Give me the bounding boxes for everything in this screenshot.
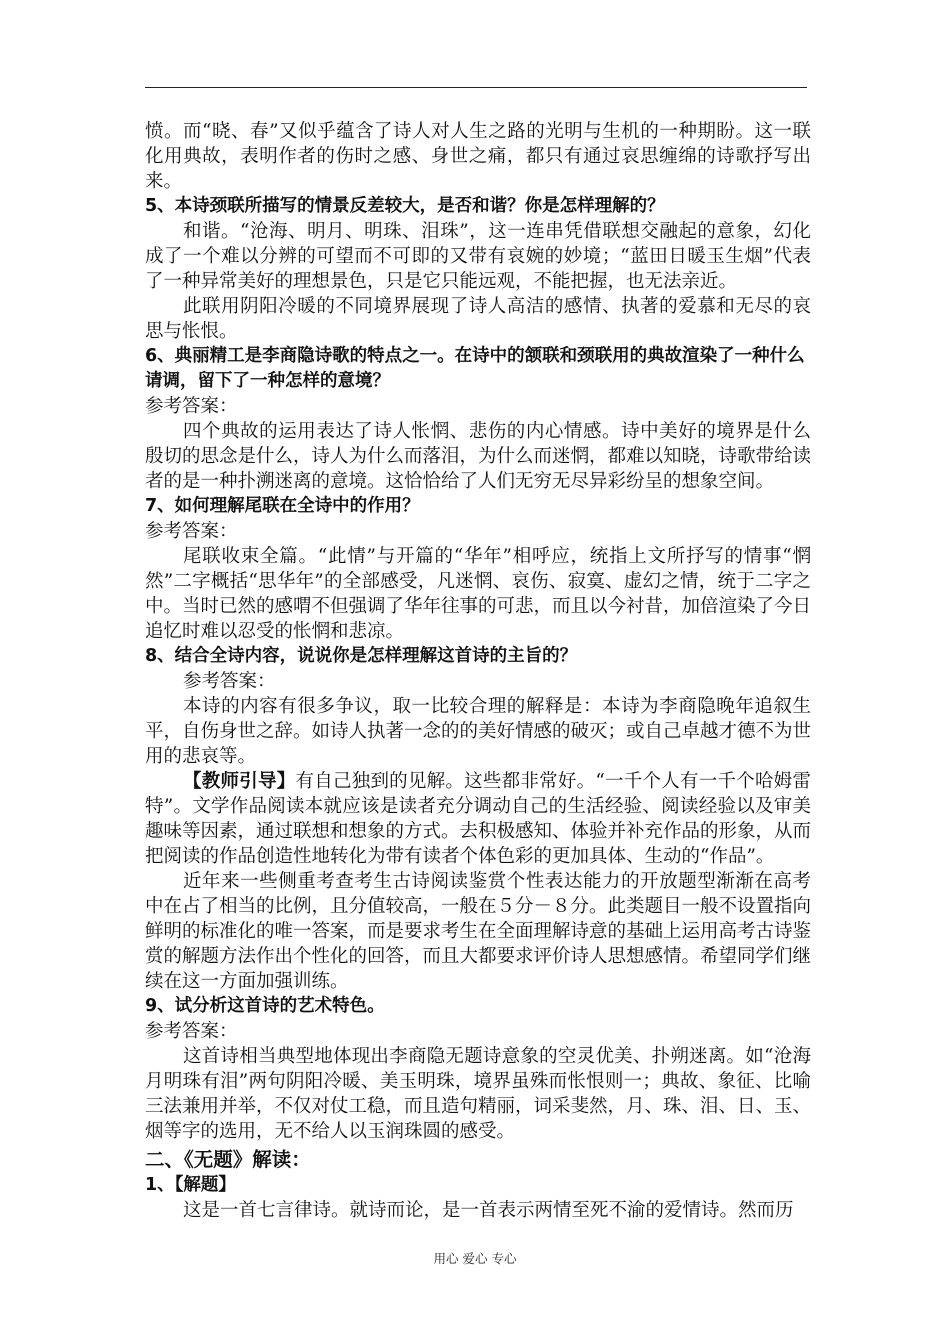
- page-footer: 用心 爱心 专心: [433, 1251, 517, 1266]
- section-heading: 二、《无题》解读：: [145, 1148, 311, 1171]
- document-body: [145, 119, 811, 1223]
- teacher-guidance-label: 【教师引导】: [183, 771, 296, 792]
- question-heading: 7、如何理解尾联在全诗中的作用？: [145, 496, 420, 516]
- paragraph: 近年来一些侧重考查考生古诗阅读鉴赏个性表达能力的开放题型渐渐在高考中在占了相当的比例，且分值较高，一般在５分－８分。此类题目一般不设置指向鲜明的标准化的唯一答案，而是要求考生在全面理解诗意的基础上运用高考古诗鉴赏的解题方法作出个性化的回答，而且大都要求评价诗人思想感情。希望同学们继续在这一方面加强训练。: [145, 871, 812, 992]
- question-heading: 5、本诗颈联所描写的情景反差较大，是否和谐？你是怎样理解的？: [145, 196, 665, 216]
- teacher-guidance-text: 有自己独到的见解。这些都非常好。“一千个人有一千个哈姆雷特”。文学作品阅读本就应该是读者充分调动自己的生活经验、阅读经验以及审美趣味等因素，通过联想和想象的方式。去积极感知、体验并补充作品的形象，从而把阅读的作品创造性地转化为带有读者个体色彩的更加具体、生动的“作品”。: [145, 771, 812, 867]
- question-heading: 8、结合全诗内容，说说你是怎样理解这首诗的主旨的？: [145, 646, 578, 666]
- subsection-heading: 1、【解题】: [145, 1175, 236, 1195]
- paragraph: 和谐。“沧海、明月、明珠、泪珠”，这一连串凭借联想交融起的意象，幻化成了一个难以分辨的可望而不可即的又带有哀婉的妙境；“蓝田日暖玉生烟”代表了一种异常美好的理想景色，只是它只能远观，不能把握，也无法亲近。: [145, 221, 811, 292]
- paragraph: 此联用阴阳冷暖的不同境界展现了诗人高洁的感情、执著的爱慕和无尽的哀思与怅恨。: [145, 296, 811, 342]
- answer-label: 参考答案：: [145, 396, 238, 417]
- question-heading: 6、典丽精工是李商隐诗歌的特点之一。在诗中的颔联和颈联用的典故渲染了一种什么请调，留下了一种怎样的意境？: [145, 346, 805, 391]
- paragraph: 本诗的内容有很多争议，取一比较合理的解释是：本诗为李商隐晚年追叙生平，自伤身世之辞。如诗人执著一念的的美好情感的破灭；或自己卓越才德不为世用的悲哀等。: [145, 696, 812, 767]
- paragraph: 四个典故的运用表达了诗人怅惘、悲伤的内心情感。诗中美好的境界是什么殷切的思念是什么，诗人为什么而落泪，为什么而迷惘，都难以知晓，诗歌带给读者的是一种扑溯迷离的意境。这恰恰给了人们无穷无尽异彩纷呈的想象空间。: [145, 421, 812, 492]
- teacher-guidance-paragraph: [145, 769, 811, 869]
- answer-label: 参考答案：: [183, 671, 276, 692]
- paragraph: 愤。而“晓、春”又似乎蕴含了诗人对人生之路的光明与生机的一种期盼。这一联化用典故，表明作者的伤时之感、身世之痛，都只有通过哀思缠绵的诗歌抒写出来。: [145, 121, 811, 192]
- header-rule: [145, 87, 807, 88]
- paragraph: 尾联收束全篇。“此情”与开篇的“华年”相呼应，统指上文所抒写的情事“惘然”二字概括“思华年”的全部感受，凡迷惘、哀伤、寂寞、虚幻之情，统于二字之中。当时已然的感喟不但强调了华年往事的可悲，而且以今衬昔，加倍渲染了今日追忆时难以忍受的怅惘和悲凉。: [145, 546, 812, 642]
- paragraph: 这首诗相当典型地体现出李商隐无题诗意象的空灵优美、扑朔迷离。如“沧海月明珠有泪”两句阴阳冷暖、美玉明珠，境界虽殊而怅恨则一；典故、象征、比喻三法兼用并举，不仅对仗工稳，而且造句精丽，词采斐然，月、珠、泪、日、玉、烟等字的选用，无不给人以玉润珠圆的感受。: [145, 1046, 812, 1142]
- answer-label: 参考答案：: [145, 1021, 238, 1042]
- answer-label: 参考答案：: [145, 521, 238, 542]
- paragraph: 这是一首七言律诗。就诗而论，是一首表示两情至死不渝的爱情诗。然而历: [183, 1200, 794, 1221]
- question-heading: 9、试分析这首诗的艺术特色。: [145, 996, 385, 1016]
